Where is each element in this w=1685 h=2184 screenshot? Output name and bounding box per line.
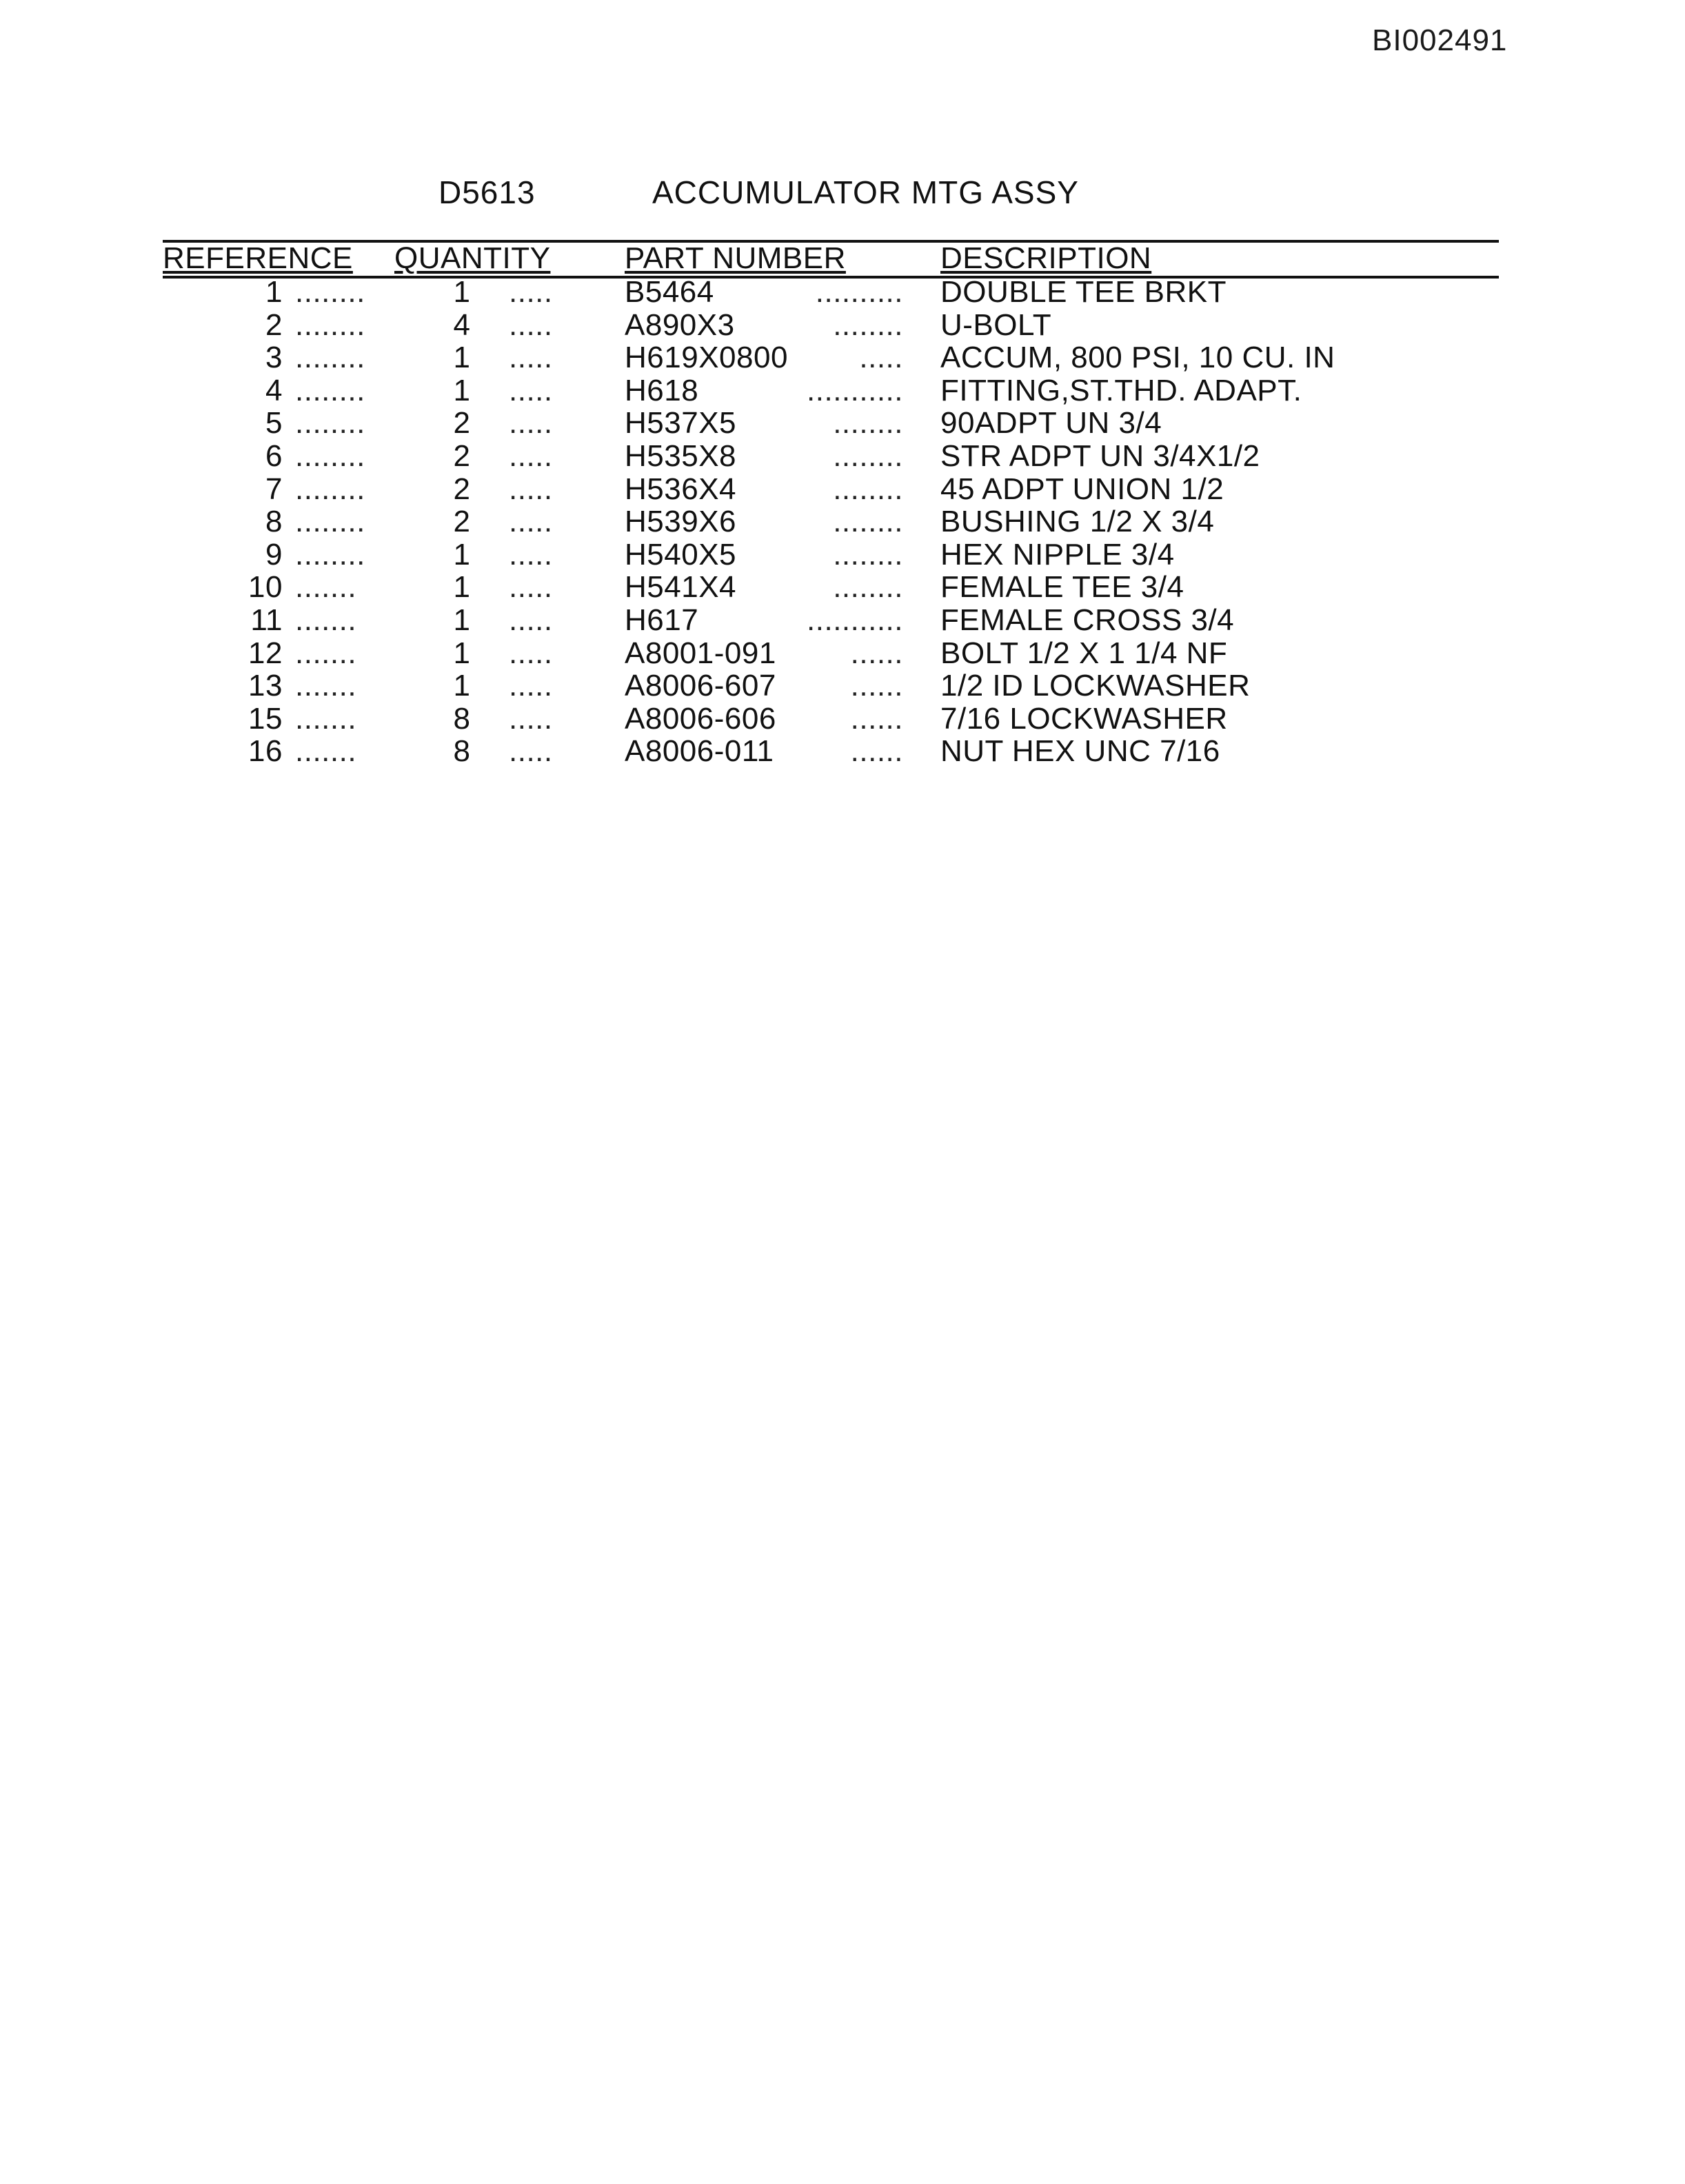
table-row	[0, 505, 1685, 538]
assembly-title	[0, 174, 1685, 215]
parts-table	[0, 276, 1685, 768]
part-number-cell: H536X4	[625, 472, 737, 506]
quantity-cell: 1	[453, 373, 471, 407]
description-cell: 1/2 ID LOCKWASHER	[940, 669, 1251, 703]
leader-dots: .....	[509, 735, 553, 768]
part-number-cell: H539X6	[625, 505, 737, 539]
leader-dots: .......	[295, 669, 357, 702]
reference-cell: 15	[248, 701, 283, 736]
leader-dots: .......	[295, 735, 357, 768]
description-cell: HEX NIPPLE 3/4	[940, 537, 1175, 572]
reference-cell: 3	[265, 341, 283, 375]
table-row	[0, 473, 1685, 506]
header-part-number: PART NUMBER	[625, 241, 846, 275]
leader-dots: ........	[295, 439, 365, 473]
quantity-cell: 2	[453, 472, 471, 506]
table-row	[0, 669, 1685, 702]
leader-dots: ........	[833, 407, 903, 440]
part-number-cell: H537X5	[625, 406, 737, 441]
part-number-cell: A890X3	[625, 307, 735, 342]
part-number-cell: H618	[625, 373, 699, 407]
quantity-cell: 4	[453, 307, 471, 342]
leader-dots: .....	[509, 538, 553, 572]
description-cell: FEMALE CROSS 3/4	[940, 603, 1235, 637]
table-row	[0, 637, 1685, 670]
description-cell: STR ADPT UN 3/4X1/2	[940, 438, 1260, 473]
header-description: DESCRIPTION	[940, 241, 1152, 275]
leader-dots: .....	[509, 276, 553, 309]
table-row	[0, 702, 1685, 736]
leader-dots: .....	[509, 407, 553, 440]
reference-cell: 12	[248, 636, 283, 670]
leader-dots: .....	[509, 636, 553, 670]
part-number-cell: A8006-607	[625, 669, 776, 703]
reference-cell: 5	[265, 406, 283, 441]
header-reference: REFERENCE	[163, 241, 353, 275]
reference-cell: 6	[265, 438, 283, 473]
leader-dots: ...........	[807, 603, 903, 637]
description-cell: FITTING,ST.THD. ADAPT.	[940, 373, 1302, 407]
table-row	[0, 341, 1685, 374]
leader-dots: .....	[509, 439, 553, 473]
leader-dots: ........	[295, 308, 365, 342]
table-row	[0, 571, 1685, 604]
document-id: BI002491	[1372, 23, 1508, 57]
leader-dots: ......	[850, 702, 903, 736]
part-number-cell: H619X0800	[625, 341, 788, 375]
reference-cell: 9	[265, 537, 283, 572]
table-row	[0, 276, 1685, 309]
leader-dots: .....	[859, 341, 903, 374]
reference-cell: 2	[265, 307, 283, 342]
part-number-cell: H535X8	[625, 438, 737, 473]
quantity-cell: 1	[453, 537, 471, 572]
description-cell: 90ADPT UN 3/4	[940, 406, 1162, 441]
leader-dots: .....	[509, 702, 553, 736]
table-row	[0, 735, 1685, 768]
quantity-cell: 8	[453, 734, 471, 769]
leader-dots: ........	[295, 472, 365, 506]
leader-dots: .....	[509, 571, 553, 604]
table-row	[0, 538, 1685, 572]
quantity-cell: 1	[453, 570, 471, 605]
leader-dots: ........	[833, 308, 903, 342]
table-header	[0, 241, 1685, 276]
quantity-cell: 2	[453, 438, 471, 473]
table-row	[0, 604, 1685, 637]
assembly-code: D5613	[438, 174, 536, 210]
reference-cell: 13	[248, 669, 283, 703]
quantity-cell: 8	[453, 701, 471, 736]
quantity-cell: 1	[453, 341, 471, 375]
reference-cell: 4	[265, 373, 283, 407]
leader-dots: .....	[509, 505, 553, 538]
description-cell: 7/16 LOCKWASHER	[940, 701, 1228, 736]
description-cell: DOUBLE TEE BRKT	[940, 275, 1227, 309]
description-cell: BOLT 1/2 X 1 1/4 NF	[940, 636, 1228, 670]
leader-dots: .....	[509, 472, 553, 506]
assembly-name: ACCUMULATOR MTG ASSY	[652, 174, 1079, 210]
leader-dots: ........	[295, 276, 365, 309]
header-quantity: QUANTITY	[394, 241, 551, 275]
leader-dots: ........	[295, 538, 365, 572]
quantity-cell: 2	[453, 406, 471, 441]
quantity-cell: 1	[453, 669, 471, 703]
reference-cell: 8	[265, 505, 283, 539]
leader-dots: ........	[833, 472, 903, 506]
description-cell: BUSHING 1/2 X 3/4	[940, 505, 1215, 539]
quantity-cell: 2	[453, 505, 471, 539]
leader-dots: ........	[833, 538, 903, 572]
leader-dots: ........	[833, 505, 903, 538]
part-number-cell: H541X4	[625, 570, 737, 605]
leader-dots: ..........	[815, 276, 903, 309]
leader-dots: ...........	[807, 374, 903, 407]
description-cell: ACCUM, 800 PSI, 10 CU. IN	[940, 341, 1335, 375]
table-row	[0, 309, 1685, 342]
leader-dots: ........	[833, 439, 903, 473]
description-cell: FEMALE TEE 3/4	[940, 570, 1184, 605]
part-number-cell: A8001-091	[625, 636, 776, 670]
quantity-cell: 1	[453, 275, 471, 309]
leader-dots: .......	[295, 702, 357, 736]
part-number-cell: A8006-011	[625, 734, 774, 769]
reference-cell: 11	[250, 603, 283, 637]
reference-cell: 16	[248, 734, 283, 769]
leader-dots: ......	[850, 669, 903, 702]
leader-dots: ........	[295, 341, 365, 374]
leader-dots: ......	[850, 636, 903, 670]
leader-dots: .....	[509, 341, 553, 374]
leader-dots: ........	[295, 407, 365, 440]
leader-dots: .....	[509, 374, 553, 407]
part-number-cell: B5464	[625, 275, 714, 309]
leader-dots: ......	[850, 735, 903, 768]
leader-dots: .....	[509, 669, 553, 702]
table-row	[0, 407, 1685, 440]
table-row	[0, 440, 1685, 473]
leader-dots: .......	[295, 636, 357, 670]
leader-dots: .......	[295, 603, 357, 637]
quantity-cell: 1	[453, 603, 471, 637]
part-number-cell: H540X5	[625, 537, 737, 572]
description-cell: NUT HEX UNC 7/16	[940, 734, 1220, 769]
leader-dots: .....	[509, 308, 553, 342]
reference-cell: 10	[248, 570, 283, 605]
leader-dots: .......	[295, 571, 357, 604]
part-number-cell: A8006-606	[625, 701, 776, 736]
leader-dots: ........	[833, 571, 903, 604]
reference-cell: 7	[265, 472, 283, 506]
leader-dots: .....	[509, 603, 553, 637]
table-row	[0, 374, 1685, 407]
quantity-cell: 1	[453, 636, 471, 670]
reference-cell: 1	[265, 275, 283, 309]
description-cell: U-BOLT	[940, 307, 1052, 342]
part-number-cell: H617	[625, 603, 699, 637]
description-cell: 45 ADPT UNION 1/2	[940, 472, 1224, 506]
leader-dots: ........	[295, 505, 365, 538]
leader-dots: ........	[295, 374, 365, 407]
